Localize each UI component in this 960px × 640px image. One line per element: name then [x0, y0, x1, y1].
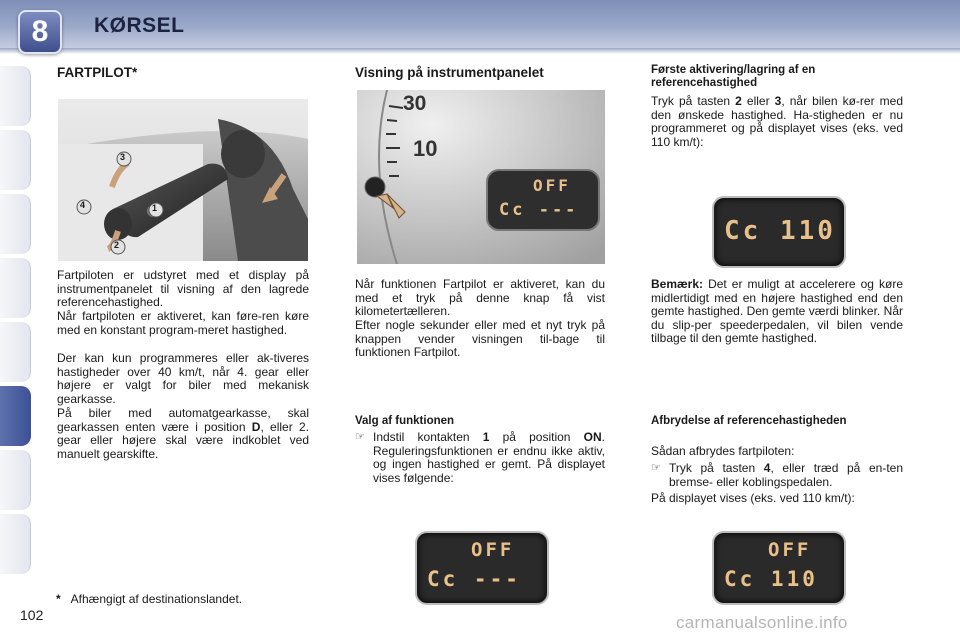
footnote-star: *: [56, 592, 61, 606]
bullet-valg: ☞ Indstil kontakten 1 på position ON. Reguleringsfunktionen er endnu ikke aktiv, og ingen hastighed er gemt. På displayet vises følgende:: [355, 430, 605, 485]
chapter-number-badge: 8: [18, 10, 62, 54]
subsection-title-valg: Valg af funktionen: [355, 415, 455, 427]
lever-label-2: 2: [114, 240, 120, 250]
chapter-tab[interactable]: [0, 322, 31, 382]
pointing-hand-icon: ☞: [651, 462, 661, 474]
pointing-hand-icon: ☞: [355, 431, 365, 443]
display-speed-110: [712, 196, 846, 268]
panel-display-line-2: Cc ---: [499, 200, 579, 220]
note-paragraph: Bemærk: Det er muligt at accelerere og køre midlertidigt med en højere hastighed end den gemte hastighed. Den gemte værdi blinker. Når du slip-per speederpedalen, vil bilen vende tilbage til den gemte hastighed.: [651, 277, 903, 345]
lever-label-3: 3: [120, 152, 126, 162]
lever-label-4: 4: [80, 200, 86, 210]
paragraph-automatic-gearbox: På biler med automatgearkasse, skal gearkassen enten være i position D, eller 2. gear eller højere skal være indkoblet ved manuelt gearskifte.: [57, 406, 310, 461]
chapter-tabs: [0, 66, 30, 578]
subsection-title-afbrydelse: Afbrydelse af referencehastigheden: [651, 415, 847, 427]
paragraph: Efter nogle sekunder eller med et nyt tryk på knappen vender visningen til-bage til funktionen Fartpilot.: [355, 318, 605, 359]
subsection-title-first-activation: Første aktivering/lagring af en referencehastighed: [651, 64, 816, 89]
chapter-tab[interactable]: [0, 514, 31, 574]
chapter-tab[interactable]: [0, 450, 31, 510]
paragraph: Sådan afbrydes fartpiloten:: [651, 444, 795, 458]
watermark: carmanualsonline.info: [676, 613, 848, 632]
cruise-control-lever-photo: [58, 99, 308, 261]
bullet-afbryd: ☞ Tryk på tasten 4, eller træd på en-ten bremse- eller koblingspedalen.: [651, 461, 903, 489]
paragraph: Når funktionen Fartpilot er aktiveret, kan du med et tryk på denne knap få vist kilometertælleren.: [355, 277, 605, 318]
display-line-2: Cc 110: [724, 567, 818, 591]
instrument-panel-photo: [357, 90, 605, 264]
paragraph: Fartpiloten er udstyret med et display på instrumentpanelet til visning af den lagrede referencehastighed.: [57, 268, 309, 309]
chapter-tab[interactable]: [0, 130, 31, 190]
paragraph-first-activation: Tryk på tasten 2 eller 3, når bilen kø-rer med den ønskede hastighed. Ha-stigheden er nu programmeret og på displayet vises (eks. ved 110 km/t):: [651, 94, 904, 149]
paragraph: På displayet vises (eks. ved 110 km/t):: [651, 491, 855, 505]
display-line-1: OFF: [471, 539, 515, 561]
footnote: [56, 592, 242, 606]
section-title-fartpilot: FARTPILOT*: [57, 65, 138, 80]
display-line-2: Cc ---: [427, 567, 521, 591]
display-off-110: [712, 531, 846, 605]
display-line-1: OFF: [768, 539, 812, 561]
footnote-text: Afhængigt af destinationslandet.: [70, 592, 243, 606]
chapter-tab-active[interactable]: [0, 386, 31, 446]
chapter-tab[interactable]: [0, 258, 31, 318]
speedo-label-30: 30: [403, 92, 427, 115]
paragraph: Når fartpiloten er aktiveret, kan føre-ren køre med en konstant program-meret hastighed.: [57, 309, 309, 337]
panel-display-line-1: OFF: [533, 176, 571, 195]
header-shadow: [0, 48, 960, 54]
display-line: Cc 110: [724, 216, 836, 246]
speedo-label-10: 10: [413, 136, 438, 161]
paragraph: Der kan kun programmeres eller ak-tiveres hastigheder over 40 km/t, når 4. gear eller højere er valgt for biler med mekanisk gearkasse.: [57, 351, 309, 406]
chapter-title: KØRSEL: [94, 14, 185, 37]
lever-label-1: 1: [152, 203, 158, 213]
display-off-standby: [415, 531, 549, 605]
section-title-display: Visning på instrumentpanelet: [355, 65, 544, 80]
chapter-tab[interactable]: [0, 194, 31, 254]
chapter-tab[interactable]: [0, 66, 31, 126]
page-number: 102: [20, 607, 44, 623]
